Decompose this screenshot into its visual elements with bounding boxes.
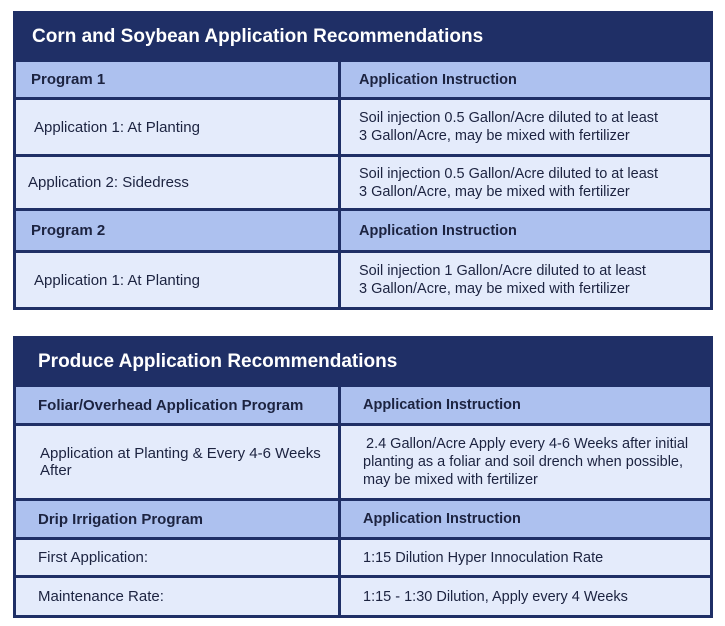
row-instruction-line: Soil injection 1 Gallon/Acre diluted to at least — [359, 263, 646, 279]
row-instruction-line: Soil injection 0.5 Gallon/Acre diluted to at least — [359, 165, 659, 182]
row-label: Application 2: Sidedress — [28, 174, 189, 191]
row-value: 1:15 - 1:30 Dilution, Apply every 4 Weeks — [341, 578, 710, 615]
row-label: First Application: — [38, 549, 149, 566]
program-2-header-row — [16, 211, 710, 250]
row-instruction-line: Soil injection 0.5 Gallon/Acre diluted to at least — [359, 110, 659, 126]
row-value: 1:15 Dilution Hyper Innoculation Rate — [341, 540, 710, 575]
program-1-header-row — [16, 62, 710, 97]
corn-soybean-title: Corn and Soybean Application Recommendations — [32, 25, 484, 47]
program-2-instruction-header: Application Instruction — [341, 211, 710, 250]
row-label: Application 1: At Planting — [34, 118, 200, 136]
drip-header-row — [16, 501, 710, 537]
row-label: Application at Planting & Every 4-6 Weeks After — [40, 445, 321, 479]
row-instruction-line: 2.4 Gallon/Acre Apply every 4-6 Weeks after initial — [366, 436, 689, 452]
produce-table — [13, 336, 713, 618]
produce-title: Produce Application Recommendations — [38, 350, 398, 372]
table-row — [16, 157, 710, 208]
table-row — [16, 540, 710, 575]
table-row — [16, 578, 710, 615]
corn-soybean-table — [13, 11, 713, 310]
row-instruction-line: 3 Gallon/Acre, may be mixed with fertilizer — [359, 128, 630, 144]
row-label: Maintenance Rate: — [38, 588, 164, 605]
row-instruction-line: 3 Gallon/Acre, may be mixed with fertilizer — [359, 183, 630, 200]
foliar-header-row — [16, 387, 710, 423]
row-label: Application 1: At Planting — [34, 271, 200, 289]
program-2-header: Program 2 — [16, 211, 338, 250]
drip-instruction-header: Application Instruction — [341, 501, 710, 537]
table-row — [16, 426, 710, 498]
foliar-header: Foliar/Overhead Application Program — [16, 387, 338, 423]
drip-header: Drip Irrigation Program — [16, 501, 338, 537]
table-row — [16, 100, 710, 154]
program-1-instruction-header: Application Instruction — [341, 62, 710, 97]
table-row — [16, 253, 710, 307]
row-instruction-line: may be mixed with fertilizer — [363, 472, 538, 488]
row-instruction-line: 3 Gallon/Acre, may be mixed with fertilizer — [359, 281, 630, 297]
program-1-header: Program 1 — [16, 62, 338, 97]
foliar-instruction-header: Application Instruction — [341, 387, 710, 423]
row-instruction-line: planting as a foliar and soil drench when possible, — [363, 454, 684, 470]
